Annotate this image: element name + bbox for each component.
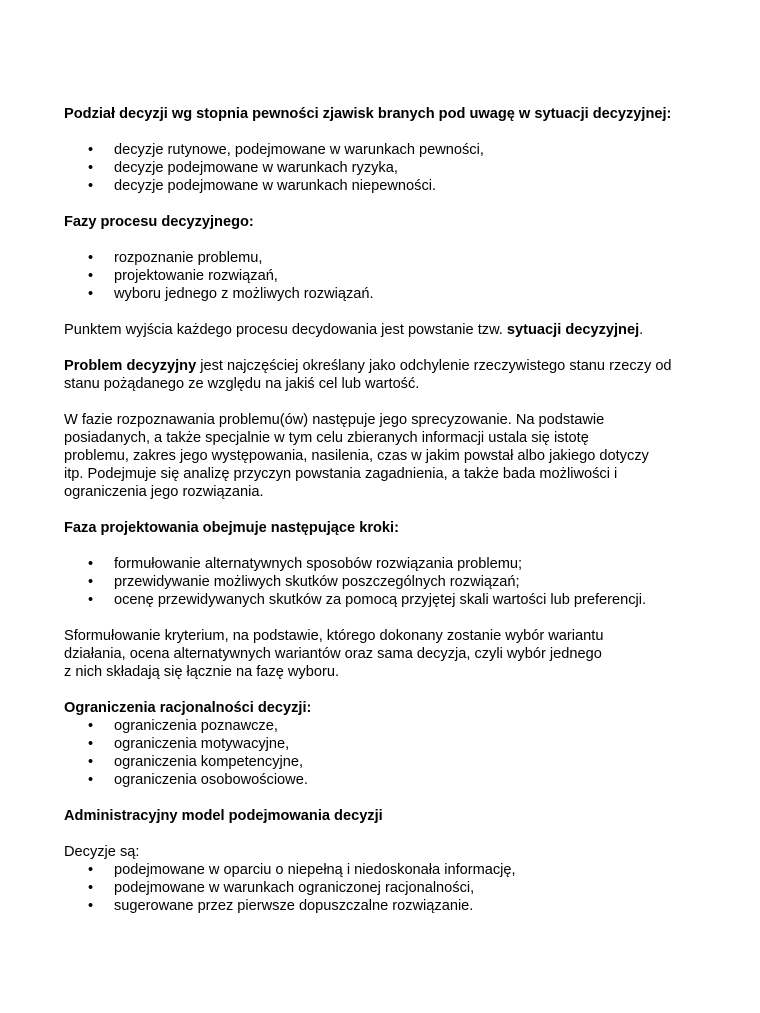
text-line: działania, ocena alternatywnych wariantów oraz sama decyzja, czyli wybór jednego bbox=[64, 646, 602, 662]
text-line: W fazie rozpoznawania problemu(ów) następuje jego sprecyzowanie. Na podstawie bbox=[64, 412, 605, 428]
list-item: • ograniczenia motywacyjne, bbox=[88, 736, 290, 752]
paragraph-problem-recognition bbox=[64, 411, 704, 501]
list-item: • przewidywanie możliwych skutków poszczególnych rozwiązań; bbox=[88, 574, 520, 590]
text-line: itp. Podejmuje się analizę przyczyn powstania zagadnienia, a także bada możliwości i bbox=[64, 466, 618, 482]
paragraph-decision-problem: Problem decyzyjny jest najczęściej określany jako odchylenie rzeczywistego stanu rzeczy od stanu pożądanego ze względu na jakiś cel lub wartość. bbox=[64, 358, 672, 392]
bullet-icon: • bbox=[88, 160, 94, 176]
text-line: Sformułowanie kryterium, na podstawie, którego dokonany zostanie wybór wariantu bbox=[64, 628, 604, 644]
decisions-intro: Decyzje są: bbox=[64, 844, 140, 860]
section-heading-administrative-model: Administracyjny model podejmowania decyzji bbox=[64, 808, 383, 824]
bullet-icon: • bbox=[88, 898, 94, 914]
section-heading-phases: Fazy procesu decyzyjnego: bbox=[64, 214, 254, 230]
list-item: • projektowanie rozwiązań, bbox=[88, 268, 278, 284]
text-line: posiadanych, a także specjalnie w tym celu zbieranych informacji ustala się istotę bbox=[64, 430, 589, 446]
text-line: ograniczenia jego rozwiązania. bbox=[64, 484, 264, 500]
list-item: • ograniczenia osobowościowe. bbox=[88, 772, 308, 788]
list-item: • ograniczenia poznawcze, bbox=[88, 718, 278, 734]
section-heading-decision-types: Podział decyzji wg stopnia pewności zjawisk branych pod uwagę w sytuacji decyzyjnej: bbox=[64, 106, 672, 122]
list-item: • ocenę przewidywanych skutków za pomocą przyjętej skali wartości lub preferencji. bbox=[88, 592, 647, 608]
rationality-limits-list bbox=[64, 717, 704, 789]
section-heading-design-phase: Faza projektowania obejmuje następujące kroki: bbox=[64, 520, 399, 536]
list-item: • sugerowane przez pierwsze dopuszczalne rozwiązanie. bbox=[88, 898, 474, 914]
text-line: z nich składają się łącznie na fazę wyboru. bbox=[64, 664, 339, 680]
bullet-icon: • bbox=[88, 592, 94, 608]
list-item: • wyboru jednego z możliwych rozwiązań. bbox=[88, 286, 374, 302]
bullet-icon: • bbox=[88, 772, 94, 788]
list-item: • rozpoznanie problemu, bbox=[88, 250, 263, 266]
bullet-icon: • bbox=[88, 862, 94, 878]
bullet-icon: • bbox=[88, 754, 94, 770]
bullet-icon: • bbox=[88, 250, 94, 266]
list-item: • decyzje rutynowe, podejmowane w warunkach pewności, bbox=[88, 142, 484, 158]
document-page bbox=[64, 105, 704, 915]
paragraph-selection-phase bbox=[64, 627, 704, 681]
list-item: • podejmowane w warunkach ograniczonej racjonalności, bbox=[88, 880, 475, 896]
bullet-icon: • bbox=[88, 178, 94, 194]
section-heading-rationality-limits: Ograniczenia racjonalności decyzji: bbox=[64, 700, 312, 716]
text-line: problemu, zakres jego występowania, nasilenia, czas w jakim powstał albo jakiego dotyczy bbox=[64, 448, 649, 464]
bullet-icon: • bbox=[88, 286, 94, 302]
paragraph-decision-situation: Punktem wyjścia każdego procesu decydowania jest powstanie tzw. sytuacji decyzyjnej. bbox=[64, 322, 644, 338]
decision-types-list bbox=[64, 141, 704, 195]
bullet-icon: • bbox=[88, 268, 94, 284]
bullet-icon: • bbox=[88, 142, 94, 158]
bullet-icon: • bbox=[88, 556, 94, 572]
bullet-icon: • bbox=[88, 736, 94, 752]
bullet-icon: • bbox=[88, 880, 94, 896]
list-item: • decyzje podejmowane w warunkach ryzyka, bbox=[88, 160, 398, 176]
list-item: • ograniczenia kompetencyjne, bbox=[88, 754, 304, 770]
phases-list bbox=[64, 249, 704, 303]
list-item: • formułowanie alternatywnych sposobów rozwiązania problemu; bbox=[88, 556, 523, 572]
design-steps-list bbox=[64, 555, 704, 609]
list-item: • podejmowane w oparciu o niepełną i niedoskonała informację, bbox=[88, 862, 516, 878]
bullet-icon: • bbox=[88, 574, 94, 590]
bullet-icon: • bbox=[88, 718, 94, 734]
list-item: • decyzje podejmowane w warunkach niepewności. bbox=[88, 178, 437, 194]
administrative-model-list bbox=[64, 861, 704, 915]
